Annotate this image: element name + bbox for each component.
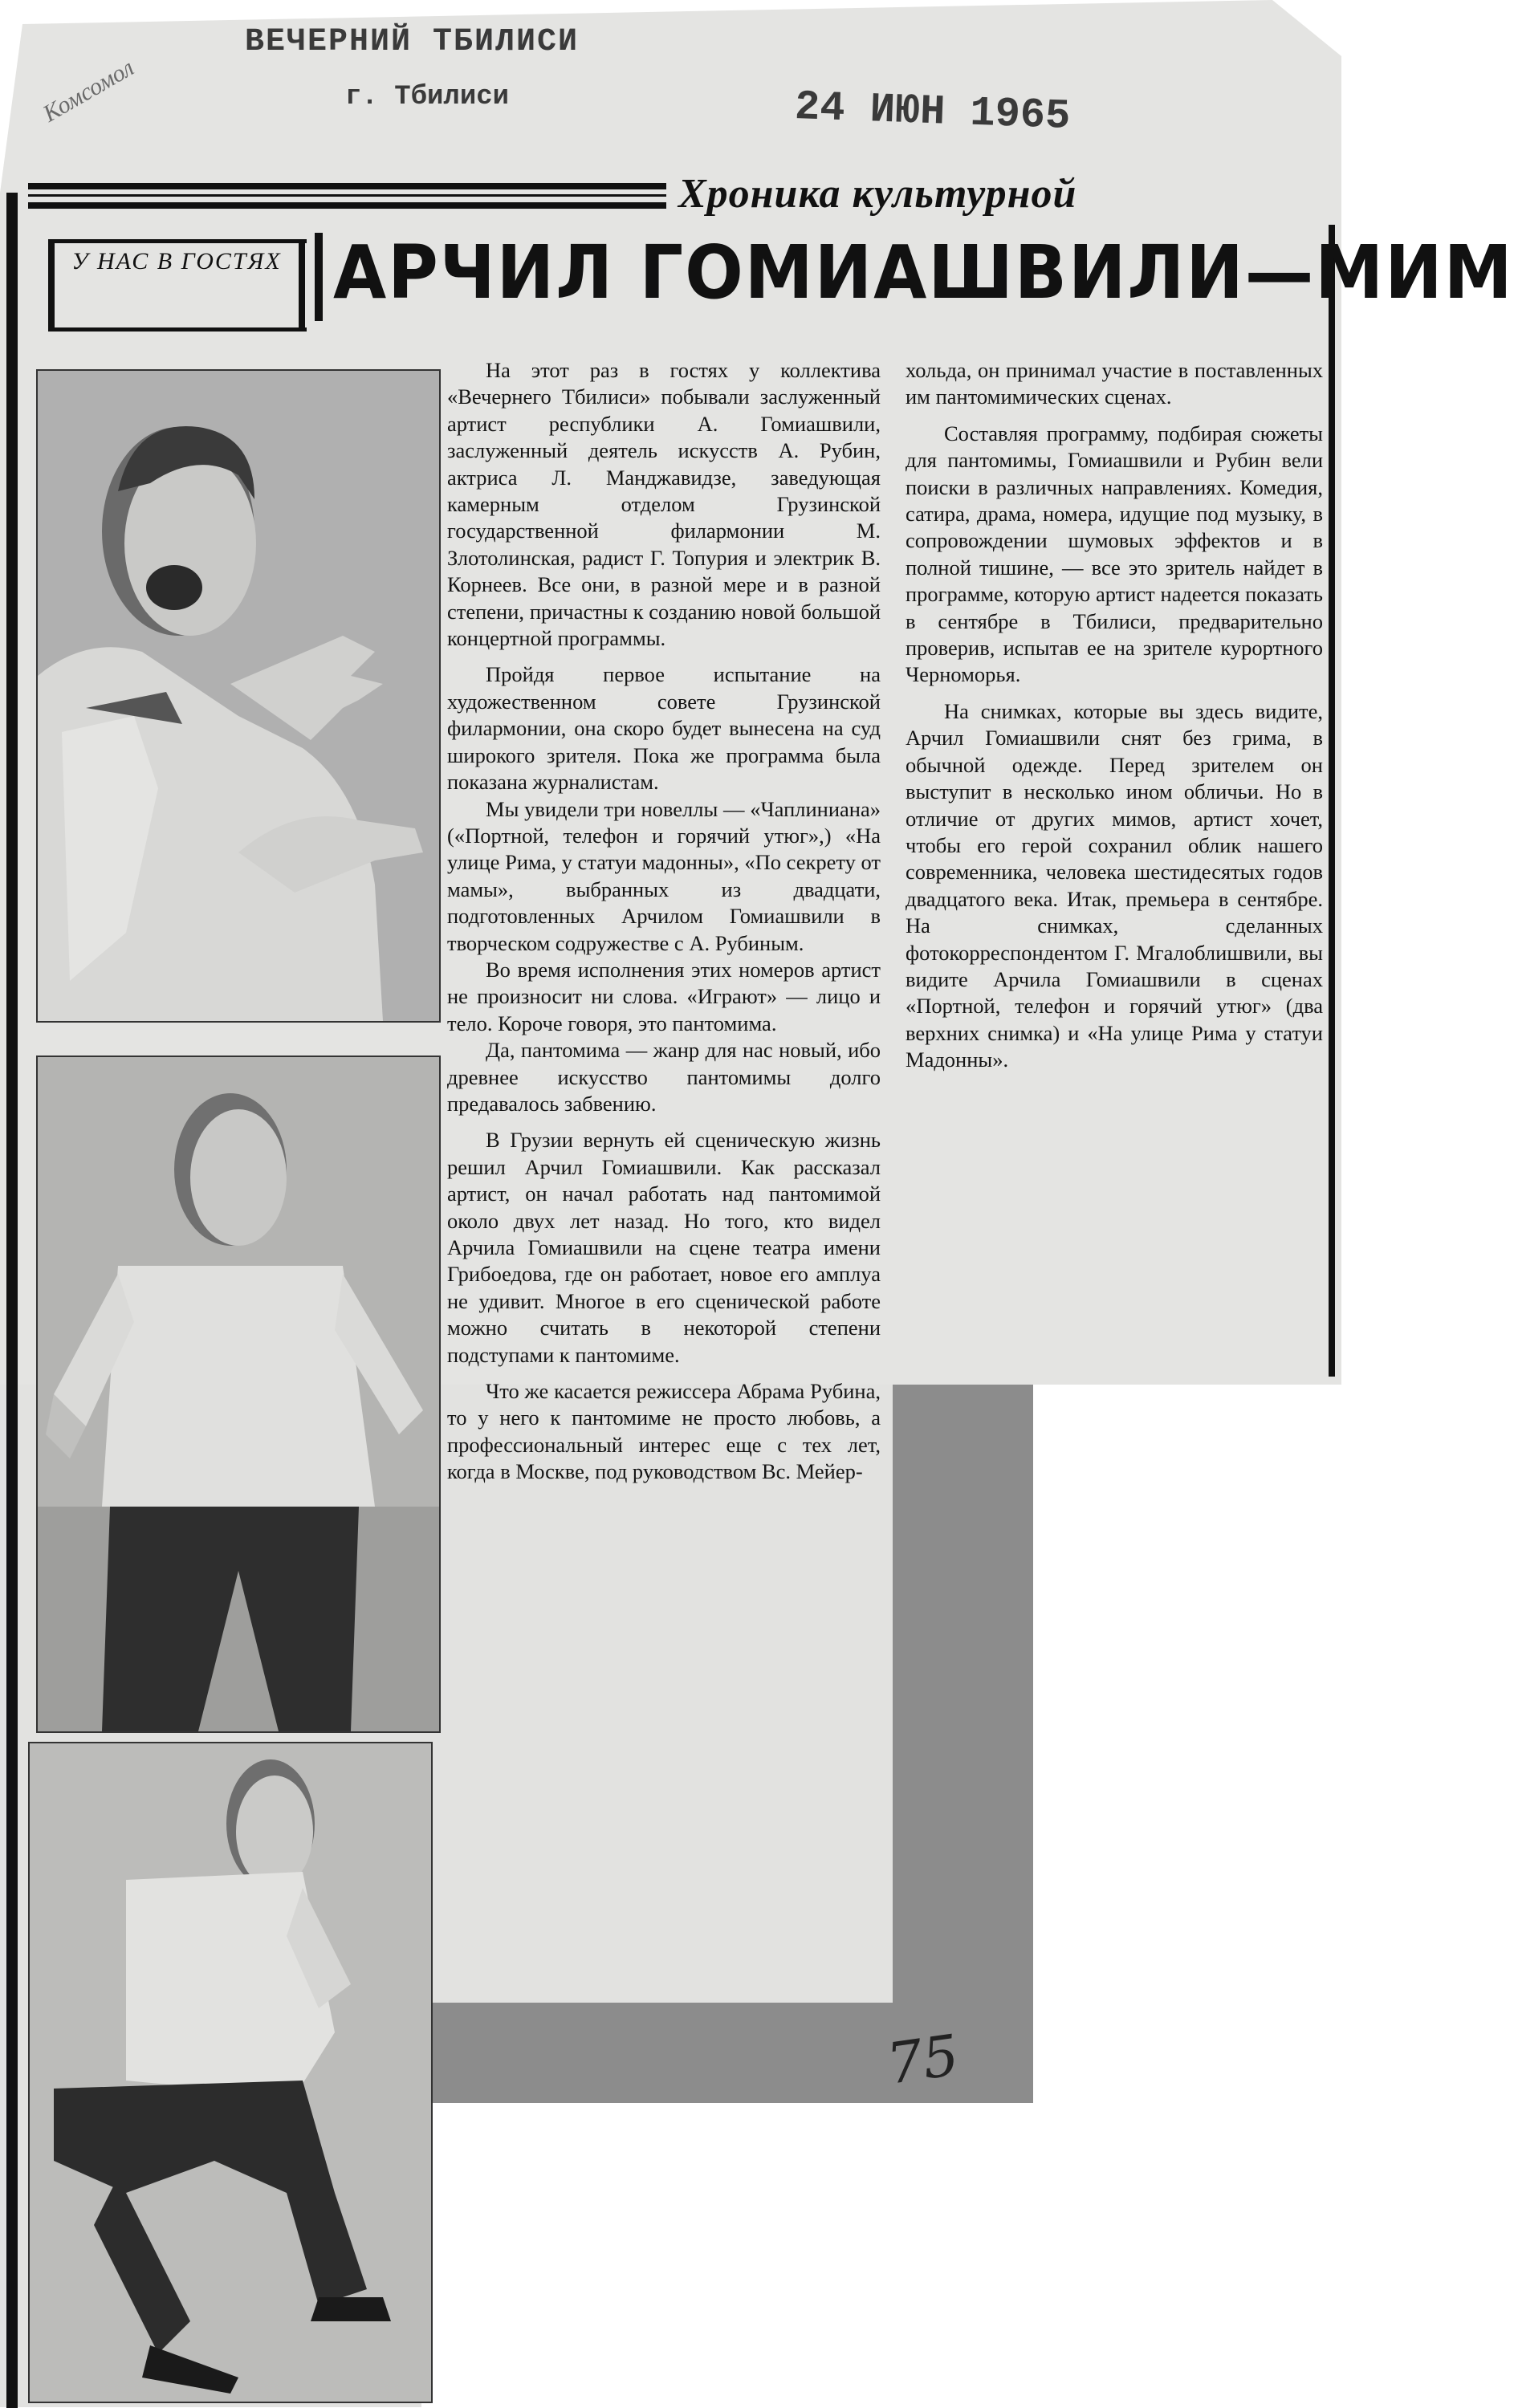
backing-sheet xyxy=(893,1385,1033,2103)
article-paragraph: На этот раз в гостях у коллектива «Вечернего Тбилиси» побывали заслуженный артист республики А. Гомиашвили, заслуженный деятель искусств А. Рубин, актриса Л. Манджавидзе, заведующая камерным отделом Грузинской государственной филармонии М. Злотолинская, радист Г. Топурия и электрик В. Корнеев. Все они, в разной мере и в разной степени, причастны к созданию новой большой концертной программы. xyxy=(447,358,881,651)
badge-bar xyxy=(48,239,55,332)
badge-bar xyxy=(299,239,305,332)
photo-mime-3 xyxy=(28,1742,433,2403)
handwritten-note: Комсомол xyxy=(39,54,139,128)
article-paragraph: Составляя программу, подбирая сюжеты для пантомимы, Гомиашвили и Рубин вели поиски в различных направлениях. Комедия, сатира, драма, номера, идущие под музыку, в сопровождении шумовых эффектов и в полной тишине, — все это зритель найдет в программе, которую артист надеется показать в сентябре в Тбилиси, предварительно проверив, испытав ее на зрителе курортного Черноморья. xyxy=(906,421,1323,687)
article-column-1 xyxy=(447,357,881,1486)
side-rule xyxy=(6,193,18,2408)
header-rule xyxy=(28,183,666,189)
article-paragraph: Да, пантомима — жанр для нас новый, ибо древнее искусство пантомимы долго предавалось забвению. xyxy=(447,1038,881,1116)
photo-illustration xyxy=(38,371,439,1021)
blank-area xyxy=(1033,1385,1341,2407)
photo-mime-2 xyxy=(36,1056,441,1733)
article-paragraph: На снимках, которые вы здесь видите, Арчил Гомиашвили снят без грима, в обычной одежде. Перед зрителем он выступит в несколько ином обличьи. Но в отличие от других мимов, артист хочет, чтобы его герой сохранил облик нашего современника, человека шестидесятых годов двадцатого века. Итак, премьера в сентябре. На снимках, сделанных фотокорреспондентом Г. Мгалоблишвили, вы видите Арчила Гомиашвили в сценах «Портной, телефон и горячий утюг» (два верхних снимка) и «На улице Рима у статуи Мадонны». xyxy=(906,698,1323,1072)
article-paragraph: В Грузии вернуть ей сценическую жизнь решил Арчил Гомиашвили. Как рассказал артист, он начал работать над пантомимой около двух лет назад. Но того, кто видел Арчила Гомиашвили на сцене театра имени Грибоедова, где он работает, новое его амплуа не удивит. Многое в его сценической работе можно считать в некоторой степени подступами к пантомиме. xyxy=(447,1128,881,1367)
stamp-newspaper-name: ВЕЧЕРНИЙ ТБИЛИСИ xyxy=(245,24,580,60)
article-paragraph: Мы увидели три новеллы — «Чаплиниана» («Портной, телефон и горячий утюг»,) «На улице Рима, у статуи мадонны», «По секрету от мамы», выбранных из двадцати, подготовленных Арчилом Гомиашвили в творческом содружестве с А. Рубиным. xyxy=(447,796,881,955)
headline-bar xyxy=(315,233,323,321)
header-rule xyxy=(28,202,666,209)
article-paragraph: Что же касается режиссера Абрама Рубина, то у него к пантомиме не просто любовь, а профессиональный интерес еще с тех лет, когда в Москве, под руководством Вс. Мейер- xyxy=(447,1379,881,1484)
article-paragraph: Во время исполнения этих номеров артист не произносит ни слова. «Играют» — лицо и тело. Короче говоря, это пантомима. xyxy=(447,957,881,1035)
section-rubric: Хроника культурной xyxy=(678,171,1077,217)
photo-mime-1 xyxy=(36,369,441,1023)
article-paragraph: Пройдя первое испытание на художественном совете Грузинской филармонии, она скоро будет вынесена на суд широкого зрителя. Пока же программа была показана журналистам. xyxy=(447,662,881,795)
article-column-2 xyxy=(906,357,1323,1074)
blank-area-bottom xyxy=(421,2103,1033,2407)
headline: АРЧИЛ ГОМИАШВИЛИ—МИМ xyxy=(333,230,1514,315)
stamp-date: 24 ИЮН 1965 xyxy=(794,83,1072,140)
article-paragraph: хольда, он принимал участие в поставленных им пантомимических сценах. xyxy=(906,358,1323,409)
stamp-city: г. Тбилиси xyxy=(345,82,510,112)
side-rule-right xyxy=(1329,225,1335,1377)
badge-text: У НАС В ГОСТЯХ xyxy=(71,248,282,275)
photo-illustration xyxy=(38,1057,439,1731)
photo-illustration xyxy=(30,1743,431,2402)
header-rule xyxy=(28,194,666,197)
page-number: 75 xyxy=(882,2022,963,2097)
